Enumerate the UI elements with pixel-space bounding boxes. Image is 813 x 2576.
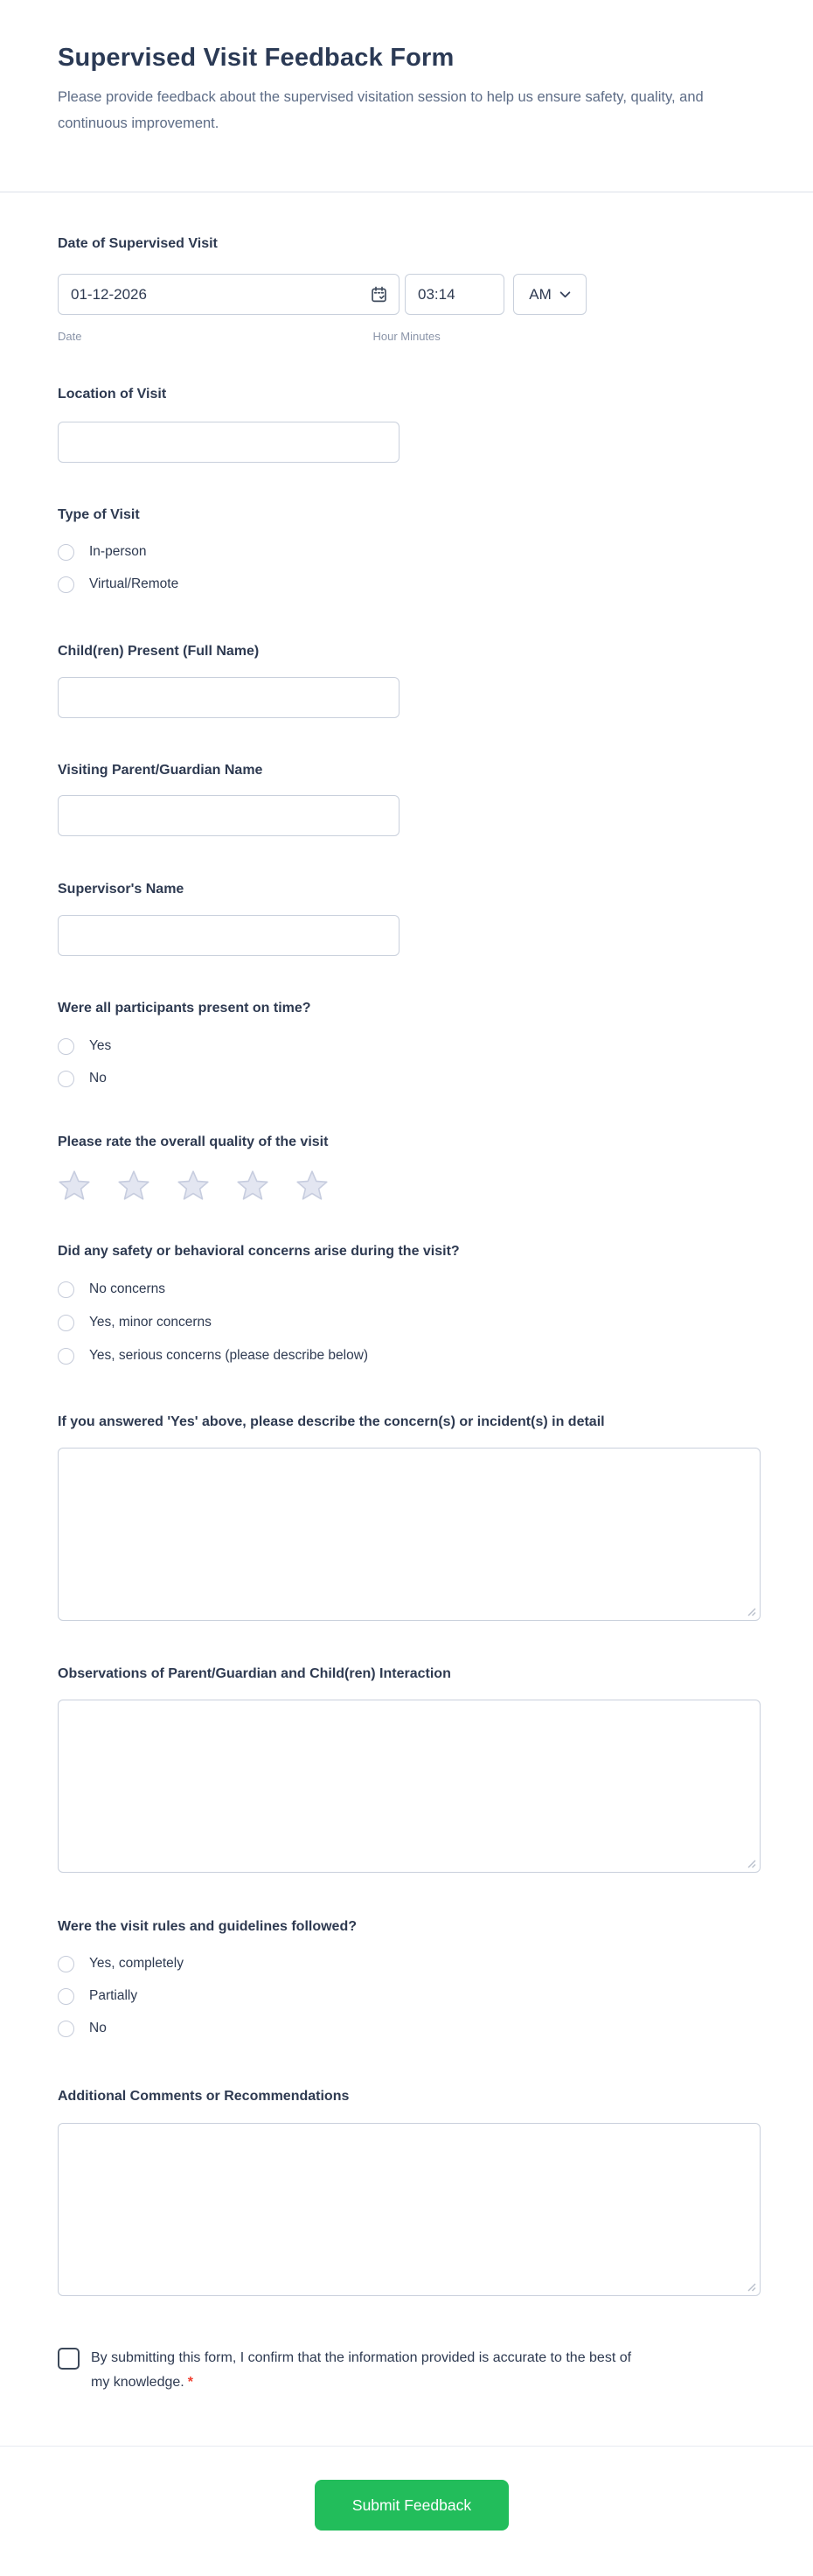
radio-option-label: Yes, minor concerns — [89, 1315, 212, 1330]
radio-icon[interactable] — [58, 1281, 74, 1298]
meridiem-select[interactable] — [513, 274, 587, 315]
page-title: Supervised Visit Feedback Form — [58, 44, 455, 72]
field-visiting-parent — [58, 762, 400, 836]
radio-option-label: Yes, completely — [89, 1956, 184, 1971]
radio-icon[interactable] — [58, 1071, 74, 1087]
field-date-of-visit — [58, 235, 587, 343]
required-asterisk: * — [187, 2374, 193, 2390]
visiting-parent-label: Visiting Parent/Guardian Name — [58, 763, 263, 778]
star-icon[interactable] — [117, 1169, 150, 1203]
type-of-visit-label: Type of Visit — [58, 507, 140, 522]
location-input[interactable] — [58, 422, 400, 463]
radio-option-label: No — [89, 1071, 107, 1086]
children-present-input[interactable] — [58, 677, 400, 718]
resize-handle-icon[interactable] — [747, 2280, 756, 2290]
star-rating — [58, 1169, 329, 1203]
location-label: Location of Visit — [58, 387, 167, 401]
meridiem-value: AM — [529, 285, 552, 303]
safety-concerns-label: Did any safety or behavioral concerns arise during the visit? — [58, 1244, 460, 1259]
submit-feedback-button[interactable]: Submit Feedback — [315, 2480, 509, 2531]
radio-icon[interactable] — [58, 544, 74, 561]
field-location — [58, 386, 400, 463]
field-concern-detail — [58, 1414, 761, 1621]
chevron-down-icon — [559, 291, 571, 298]
field-children-present — [58, 643, 400, 718]
consent-row — [58, 2346, 645, 2394]
observations-label: Observations of Parent/Guardian and Child(ren) Interaction — [58, 1666, 451, 1681]
radio-icon[interactable] — [58, 1988, 74, 2005]
radio-icon[interactable] — [58, 1348, 74, 1365]
radio-option-virtual-remote[interactable] — [58, 571, 178, 597]
radio-option-label: Yes — [89, 1038, 112, 1053]
field-observations — [58, 1665, 761, 1873]
time-input[interactable] — [405, 274, 504, 315]
consent-label-text: By submitting this form, I confirm that the information provided is accurate to the best of my knowledge. — [91, 2350, 632, 2390]
date-of-visit-label: Date of Supervised Visit — [58, 236, 218, 251]
radio-icon[interactable] — [58, 1038, 74, 1055]
star-icon[interactable] — [295, 1169, 329, 1203]
radio-option-label: No concerns — [89, 1281, 166, 1296]
radio-option-no[interactable] — [58, 2015, 357, 2042]
consent-checkbox[interactable] — [58, 2348, 80, 2370]
field-on-time — [58, 1000, 311, 1092]
consent-label — [91, 2346, 645, 2394]
star-icon[interactable] — [236, 1169, 269, 1203]
concern-detail-textarea[interactable] — [58, 1448, 761, 1621]
additional-comments-textarea[interactable] — [58, 2123, 761, 2296]
radio-option-minor-concerns[interactable] — [58, 1309, 460, 1336]
supervisor-name-label: Supervisor's Name — [58, 882, 184, 897]
concern-detail-label: If you answered 'Yes' above, please describe the concern(s) or incident(s) in detail — [58, 1414, 605, 1429]
radio-option-yes-completely[interactable] — [58, 1951, 357, 1977]
visiting-parent-input[interactable] — [58, 795, 400, 836]
star-icon[interactable] — [177, 1169, 210, 1203]
time-helper-label: Hour Minutes — [372, 330, 441, 343]
radio-option-in-person[interactable] — [58, 539, 178, 565]
date-helper-label: Date — [58, 330, 82, 343]
radio-option-yes[interactable] — [58, 1033, 311, 1059]
radio-icon[interactable] — [58, 2021, 74, 2037]
field-additional-comments — [58, 2088, 761, 2296]
radio-option-no[interactable] — [58, 1065, 311, 1092]
radio-option-label: Partially — [89, 1988, 138, 2003]
on-time-label: Were all participants present on time? — [58, 1001, 311, 1016]
resize-handle-icon[interactable] — [747, 1857, 756, 1867]
radio-option-partially[interactable] — [58, 1983, 357, 2009]
children-present-label: Child(ren) Present (Full Name) — [58, 644, 260, 659]
radio-option-label: Yes, serious concerns (please describe below) — [89, 1348, 369, 1363]
radio-option-serious-concerns[interactable] — [58, 1343, 460, 1369]
footer-divider — [0, 2446, 813, 2447]
rules-followed-label: Were the visit rules and guidelines followed? — [58, 1919, 357, 1934]
observations-textarea[interactable] — [58, 1700, 761, 1873]
field-rules-followed — [58, 1918, 357, 2042]
radio-option-label: Virtual/Remote — [89, 576, 179, 591]
date-input[interactable] — [58, 274, 400, 315]
field-quality-rating — [58, 1134, 329, 1203]
star-icon[interactable] — [58, 1169, 91, 1203]
additional-comments-label: Additional Comments or Recommendations — [58, 2089, 350, 2104]
radio-option-label: In-person — [89, 544, 147, 559]
radio-option-label: No — [89, 2021, 107, 2035]
form-description: Please provide feedback about the supervised visitation session to help us ensure safety, quality, and continuous improvement. — [58, 89, 704, 131]
field-supervisor-name — [58, 881, 400, 956]
radio-icon[interactable] — [58, 1956, 74, 1972]
field-safety-concerns — [58, 1243, 460, 1369]
radio-icon[interactable] — [58, 1315, 74, 1331]
quality-rating-label: Please rate the overall quality of the visit — [58, 1134, 329, 1149]
radio-option-no-concerns[interactable] — [58, 1276, 460, 1302]
calendar-icon[interactable] — [370, 285, 388, 304]
resize-handle-icon[interactable] — [747, 1605, 756, 1615]
radio-icon[interactable] — [58, 576, 74, 593]
supervisor-name-input[interactable] — [58, 915, 400, 956]
field-type-of-visit — [58, 506, 178, 597]
